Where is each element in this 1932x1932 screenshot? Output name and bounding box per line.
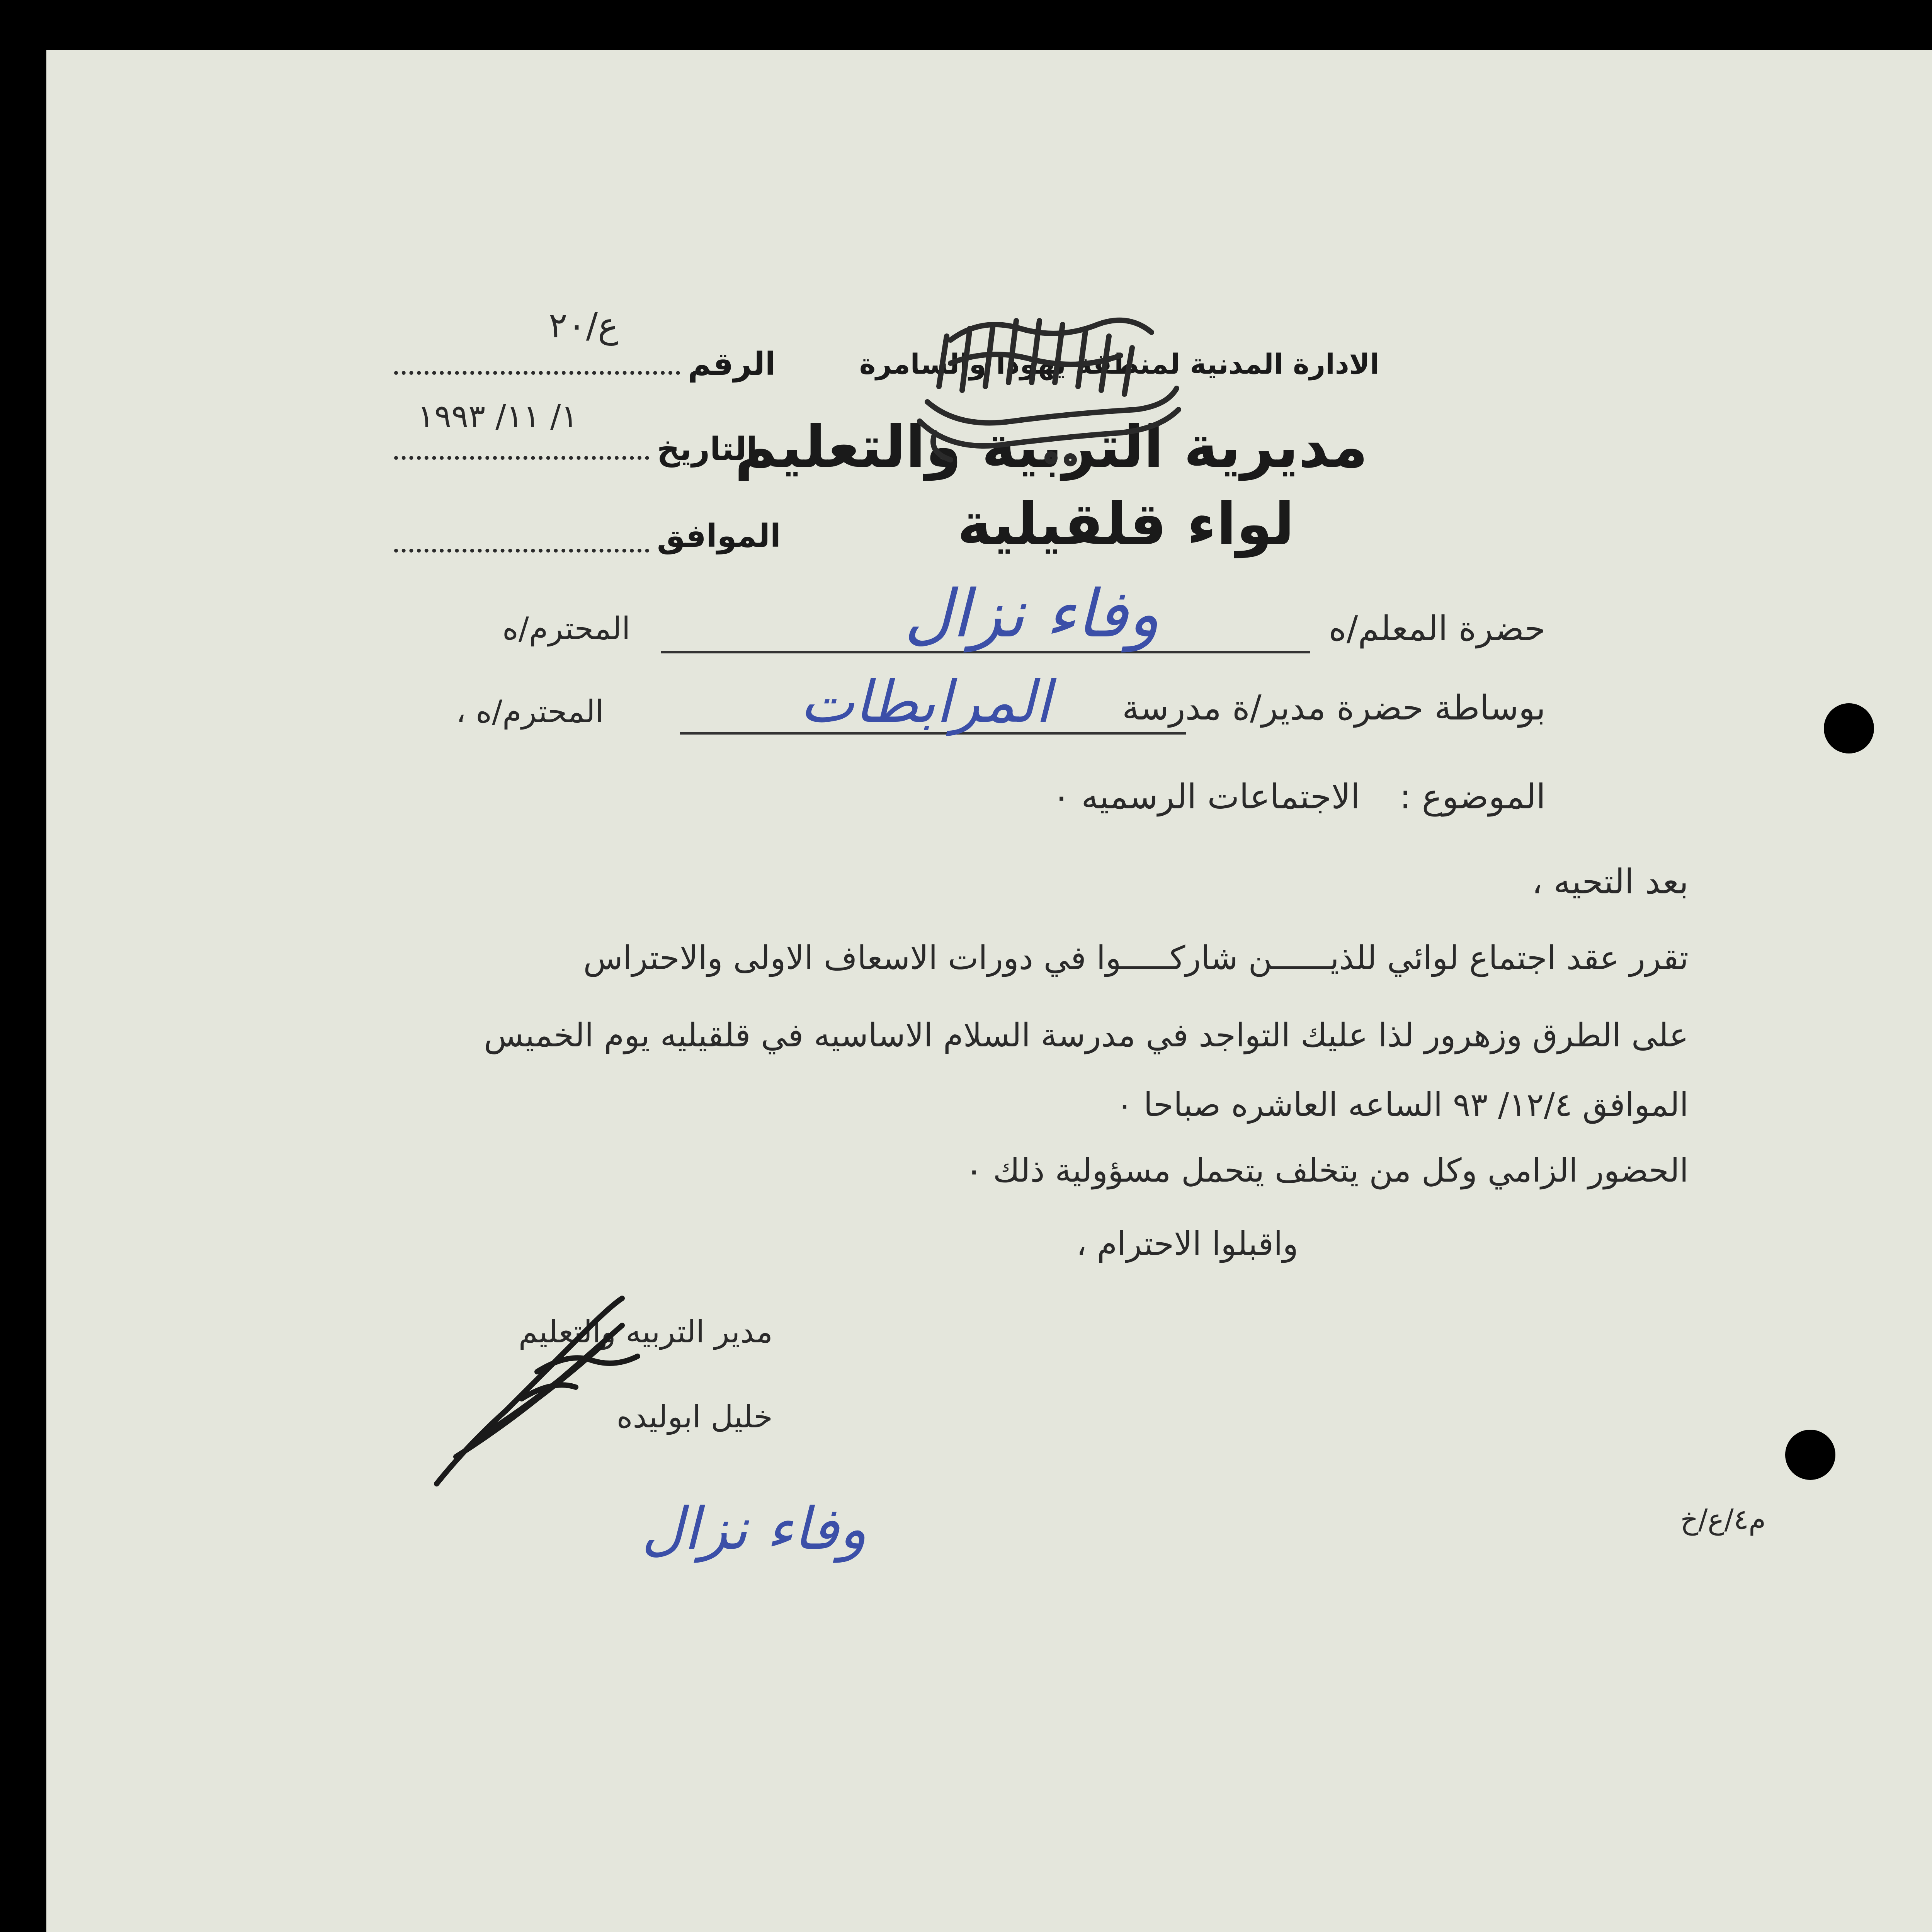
signatory-name: خليل ابوليده — [616, 1399, 773, 1435]
header-directorate: مديرية التربية والتعليم — [735, 413, 1368, 481]
body-line-4: الحضور الزامي وكل من يتخلف يتحمل مسؤولية ذلك ٠ — [965, 1151, 1689, 1189]
handwritten-note: وفاء نزال — [641, 1495, 867, 1563]
punch-hole-top — [1824, 703, 1874, 753]
document-page — [46, 50, 1932, 1932]
via-label: بوساطة حضرة مدير/ة مدرسة — [1122, 688, 1546, 728]
signatory-title: مدير التربيه والتعليم — [518, 1314, 773, 1350]
body-line-3: الموافق ١٢/٤/ ٩٣ الساعه العاشره صباحا ٠ — [1116, 1086, 1689, 1124]
via-school-handwritten: المرابطات — [800, 668, 1051, 736]
body-greeting: بعد التحيه ، — [1532, 862, 1689, 901]
date-dotted-line — [394, 456, 649, 460]
body-line-1: تقرر عقد اجتماع لوائي للذيــــــن شاركـــــوا في دورات الاسعاف الاولى والاحتراس — [583, 939, 1689, 977]
to-label: حضرة المعلم/ه — [1328, 609, 1546, 648]
punch-hole-bottom — [1785, 1430, 1835, 1480]
number-value: ع/٢٠ — [549, 305, 619, 346]
corresponding-label: الموافق — [657, 518, 781, 554]
body-closing: واقبلوا الاحترام ، — [1076, 1225, 1298, 1263]
date-label: التاريخ — [657, 431, 758, 468]
subject-text: الاجتماعات الرسميه ٠ — [1052, 777, 1360, 816]
subject-label: الموضوع : — [1400, 777, 1546, 816]
date-value: ١/ ١١/ ١٩٩٣ — [417, 398, 578, 435]
via-honorific: المحترم/ه ، — [456, 694, 604, 730]
body-line-2: على الطرق وزهرور لذا عليك التواجد في مدرسة السلام الاساسيه في قلقيليه يوم الخميس — [484, 1016, 1689, 1054]
header-authority: الادارة المدنية لمنطقة يهودا والسامرة — [859, 348, 1379, 380]
footer-initials: م٤/ع/خ — [1680, 1503, 1766, 1536]
basmala-logo — [904, 305, 1190, 475]
signature-scribble — [421, 1283, 653, 1499]
number-label: الرقم — [688, 346, 776, 383]
number-dotted-line — [394, 371, 680, 375]
corresponding-dotted-line — [394, 549, 649, 553]
to-honorific: المحترم/ه — [502, 611, 631, 646]
to-name-handwritten: وفاء نزال — [904, 576, 1160, 652]
header-district: لواء قلقيلية — [957, 491, 1294, 558]
